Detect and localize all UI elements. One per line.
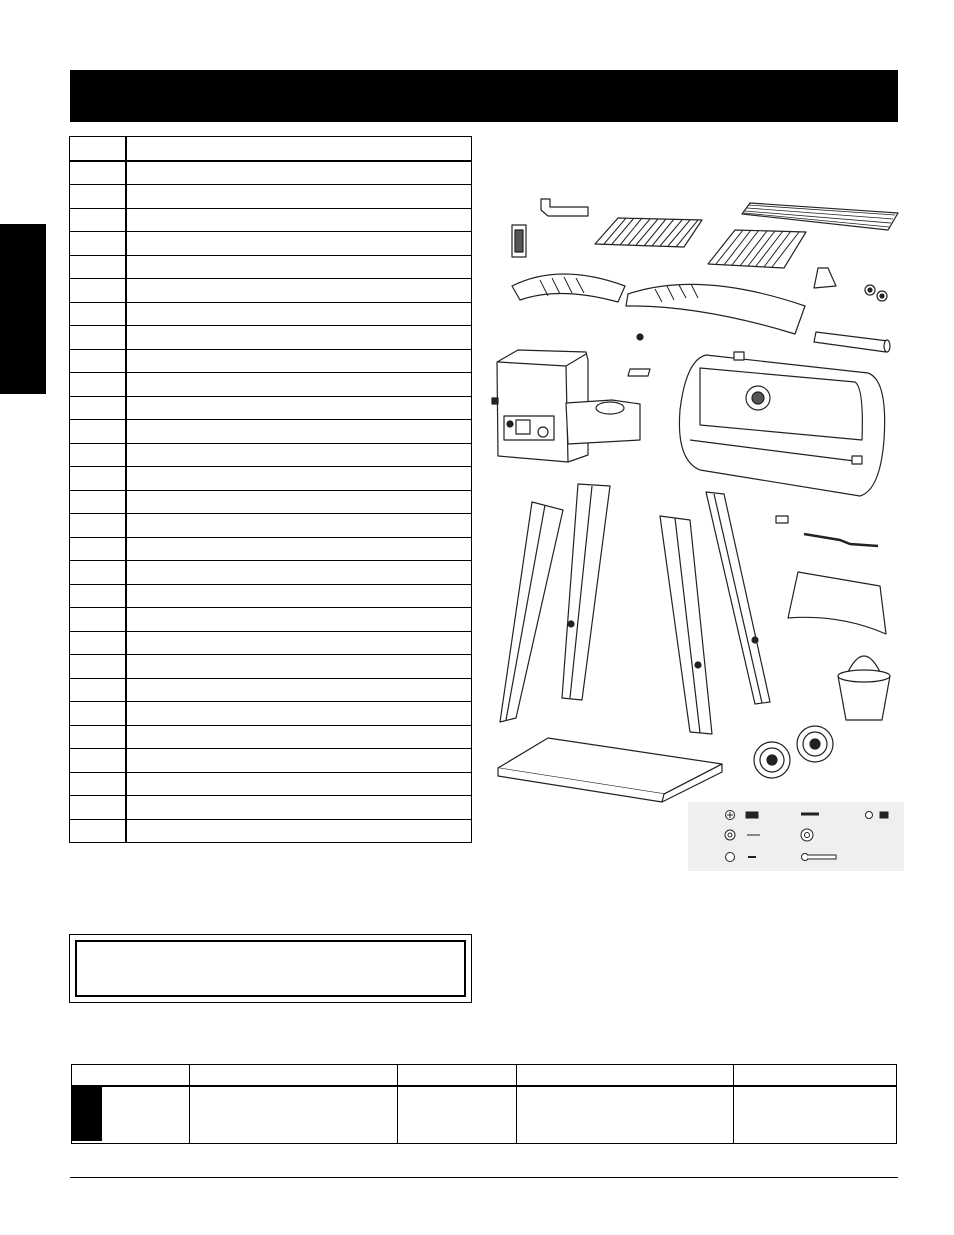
grease-bucket-illustration [838, 656, 890, 720]
part-description-cell [126, 302, 472, 326]
table-row [70, 161, 472, 185]
part-number-cell [70, 490, 127, 514]
table-row [70, 302, 472, 326]
part-number-cell [70, 396, 127, 420]
screw-shank-icon [880, 812, 888, 818]
specs-column-header [190, 1065, 398, 1087]
handle-bracket-illustration [512, 225, 526, 257]
hardware-icons [688, 802, 904, 871]
part-number-cell [70, 208, 127, 232]
table-row [70, 561, 472, 585]
part-description-cell [126, 725, 472, 749]
part-description-cell [126, 326, 472, 350]
heat-shield-illustration [814, 268, 836, 288]
heat-baffle-right-illustration [626, 284, 805, 334]
specs-cell [72, 1086, 190, 1144]
part-number-cell [70, 279, 127, 303]
part-description-cell [126, 514, 472, 538]
part-number-cell [70, 373, 127, 397]
specs-column-header [734, 1065, 897, 1087]
cooking-grate-right-illustration [708, 230, 806, 268]
pellet-hopper-illustration [492, 350, 640, 462]
clip-illustration [628, 369, 650, 376]
bracket-illustration [541, 199, 588, 216]
table-row [70, 514, 472, 538]
part-description-cell [126, 537, 472, 561]
part-number-cell [70, 631, 127, 655]
specs-cell [398, 1086, 517, 1144]
part-number-cell [70, 749, 127, 773]
chimney-tube-illustration [814, 332, 890, 352]
section-tab [0, 224, 46, 394]
specs-column-header [517, 1065, 734, 1087]
part-number-cell [70, 819, 127, 843]
screw-illustration [637, 334, 643, 340]
part-description-cell [126, 678, 472, 702]
part-number-cell [70, 326, 127, 350]
table-row [70, 349, 472, 373]
part-number-cell [70, 161, 127, 185]
table-row [70, 373, 472, 397]
table-row [70, 255, 472, 279]
part-description-cell [126, 373, 472, 397]
leg-rear-right-illustration [706, 492, 770, 704]
part-description-cell [126, 279, 472, 303]
part-description-cell [126, 490, 472, 514]
table-row [70, 208, 472, 232]
part-description-cell [126, 349, 472, 373]
part-description-cell [126, 161, 472, 185]
part-number-cell [70, 796, 127, 820]
table-row [70, 396, 472, 420]
column-header-number [70, 137, 127, 161]
leg-front-left-illustration [500, 502, 563, 722]
part-description-cell [126, 443, 472, 467]
part-number-cell [70, 725, 127, 749]
part-number-cell [70, 255, 127, 279]
part-description-cell [126, 467, 472, 491]
part-description-cell [126, 561, 472, 585]
bottom-shelf-illustration [498, 738, 722, 802]
part-number-cell [70, 514, 127, 538]
table-row [70, 655, 472, 679]
table-row [70, 796, 472, 820]
part-number-cell [70, 302, 127, 326]
table-row [70, 467, 472, 491]
specs-row [72, 1086, 897, 1144]
part-description-cell [126, 208, 472, 232]
table-row [70, 490, 472, 514]
part-number-cell [70, 349, 127, 373]
nut-icon [726, 853, 735, 862]
page-title-bar [70, 70, 898, 122]
table-row [70, 420, 472, 444]
part-description-cell [126, 819, 472, 843]
part-number-cell [70, 185, 127, 209]
parts-list-body [70, 161, 472, 843]
part-number-cell [70, 608, 127, 632]
column-header-description [126, 137, 472, 161]
specs-column-header [72, 1065, 190, 1087]
specs-table [71, 1064, 897, 1144]
footer-rule [70, 1177, 898, 1178]
axle-illustration [776, 516, 878, 546]
part-description-cell [126, 608, 472, 632]
table-row [70, 232, 472, 256]
part-number-cell [70, 772, 127, 796]
notice-inner-frame [75, 940, 466, 997]
table-row [70, 584, 472, 608]
part-description-cell [126, 255, 472, 279]
specs-column-header [398, 1065, 517, 1087]
part-description-cell [126, 584, 472, 608]
part-description-cell [126, 796, 472, 820]
part-description-cell [126, 185, 472, 209]
part-description-cell [126, 420, 472, 444]
table-row [70, 537, 472, 561]
part-description-cell [126, 631, 472, 655]
table-row [70, 608, 472, 632]
part-number-cell [70, 537, 127, 561]
cooking-grate-left-illustration [595, 218, 702, 247]
wheel-pair-illustration [754, 726, 833, 778]
part-description-cell [126, 702, 472, 726]
part-number-cell [70, 467, 127, 491]
part-number-cell [70, 702, 127, 726]
table-row [70, 749, 472, 773]
specs-cell [190, 1086, 398, 1144]
part-number-cell [70, 420, 127, 444]
screw-head-icon [866, 812, 873, 819]
axle-bolt-icon [808, 855, 836, 859]
exploded-parts-diagram [484, 190, 914, 880]
specs-cell [517, 1086, 734, 1144]
bolt-shank-icon [746, 812, 758, 818]
part-number-cell [70, 655, 127, 679]
warming-rack-illustration [742, 203, 898, 230]
hardware-kit-panel [688, 802, 904, 871]
table-row [70, 326, 472, 350]
table-row [70, 702, 472, 726]
part-description-cell [126, 396, 472, 420]
parts-list-table [69, 136, 472, 843]
part-description-cell [126, 232, 472, 256]
leg-front-right-illustration [660, 516, 712, 734]
part-number-cell [70, 678, 127, 702]
knob-pair-illustration [865, 285, 887, 301]
table-row [70, 631, 472, 655]
grease-shield-illustration [788, 572, 886, 634]
leg-rear-left-illustration [562, 484, 610, 700]
specs-header-row [72, 1065, 897, 1087]
part-number-cell [70, 443, 127, 467]
table-row [70, 819, 472, 843]
table-row [70, 279, 472, 303]
heat-baffle-left-illustration [512, 274, 625, 302]
part-description-cell [126, 655, 472, 679]
part-description-cell [126, 772, 472, 796]
table-row [70, 443, 472, 467]
table-row [70, 772, 472, 796]
part-number-cell [70, 584, 127, 608]
row-marker [72, 1087, 102, 1141]
part-number-cell [70, 232, 127, 256]
part-number-cell [70, 561, 127, 585]
specs-cell [734, 1086, 897, 1144]
table-row [70, 678, 472, 702]
notice-box [69, 934, 472, 1003]
axle-bolt-head-icon [802, 854, 809, 861]
table-row [70, 185, 472, 209]
part-description-cell [126, 749, 472, 773]
grill-barrel-illustration [679, 352, 884, 496]
table-header-row [70, 137, 472, 161]
table-row [70, 725, 472, 749]
